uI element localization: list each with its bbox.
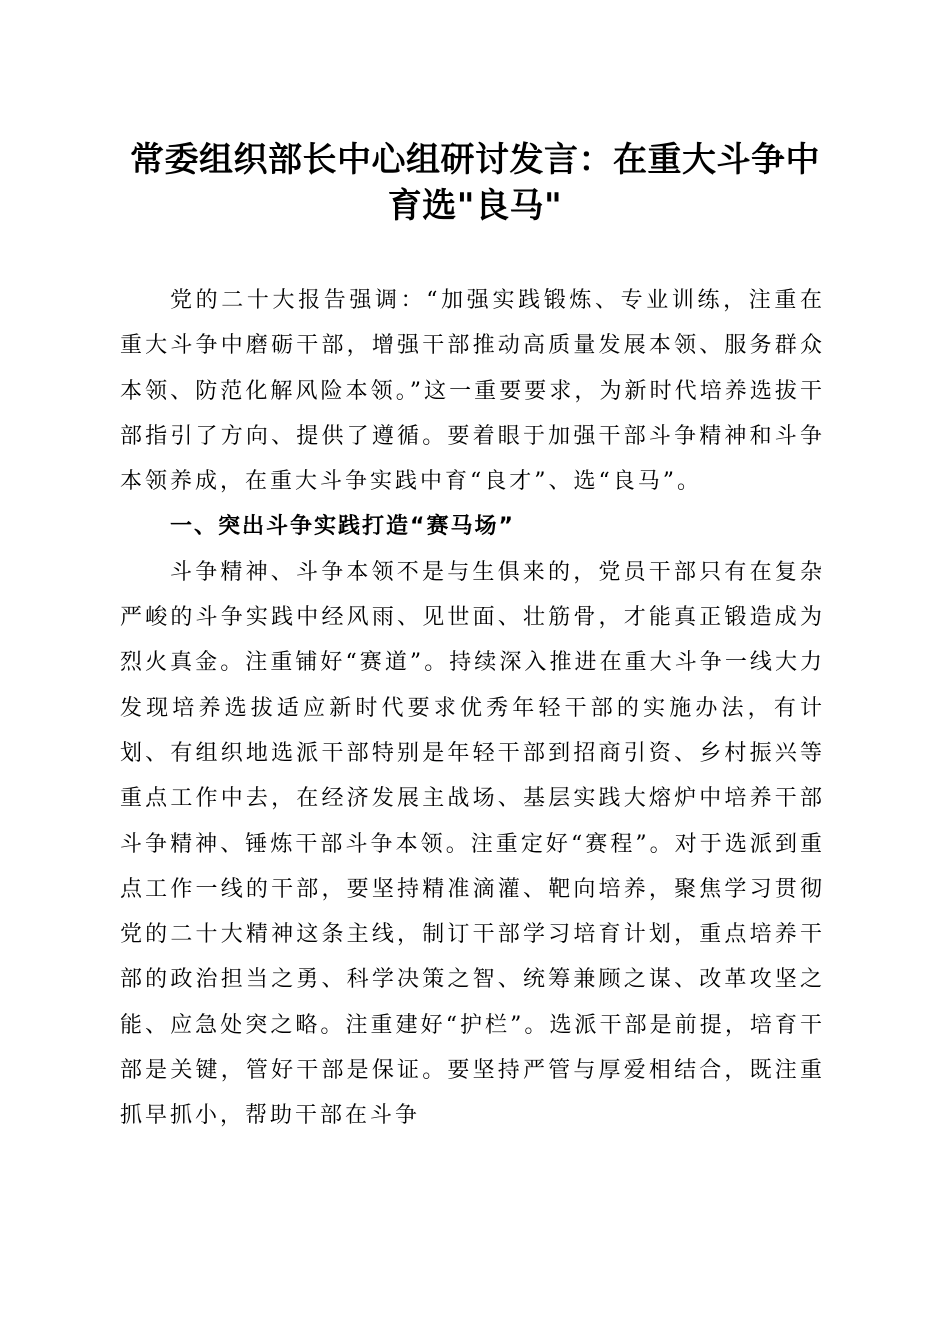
document-title xyxy=(110,137,840,229)
intro-paragraph: 党的二十大报告强调：“加强实践锻炼、专业训练，注重在重大斗争中磨砺干部，增强干部推动高质量发展本领、服务群众本领、防范化解风险本领。”这一重要要求，为新时代培养选拔干部指引了方向、提供了遵循。要着眼于加强干部斗争精神和斗争本领养成，在重大斗争实践中育“良才”、选“良马”。 xyxy=(120,288,825,495)
title-line-2: 育选"良马" xyxy=(387,186,563,226)
document-body xyxy=(120,278,825,1139)
section-heading-1: 一、突出斗争实践打造“赛马场” xyxy=(170,514,515,540)
section-1-paragraph: 斗争精神、斗争本领不是与生俱来的，党员干部只有在复杂严峻的斗争实践中经风雨、见世面、壮筋骨，才能真正锻造成为烈火真金。注重铺好“赛道”。持续深入推进在重大斗争一线大力发现培养选拔适应新时代要求优秀年轻干部的实施办法，有计划、有组织地选派干部特别是年轻干部到招商引资、乡村振兴等重点工作中去，在经济发展主战场、基层实践大熔炉中培养干部斗争精神、锤炼干部斗争本领。注重定好“赛程”。对于选派到重点工作一线的干部，要坚持精准滴灌、靶向培养，聚焦学习贯彻党的二十大精神这条主线，制订干部学习培育计划，重点培养干部的政治担当之勇、科学决策之智、统筹兼顾之谋、改革攻坚之能、应急处突之略。注重建好“护栏”。选派干部是前提，培育干部是关键，管好干部是保证。要坚持严管与厚爱相结合，既注重抓早抓小，帮助干部在斗争 xyxy=(120,559,825,1129)
title-line-1: 常委组织部长中心组研讨发言：在重大斗争中 xyxy=(130,140,820,180)
